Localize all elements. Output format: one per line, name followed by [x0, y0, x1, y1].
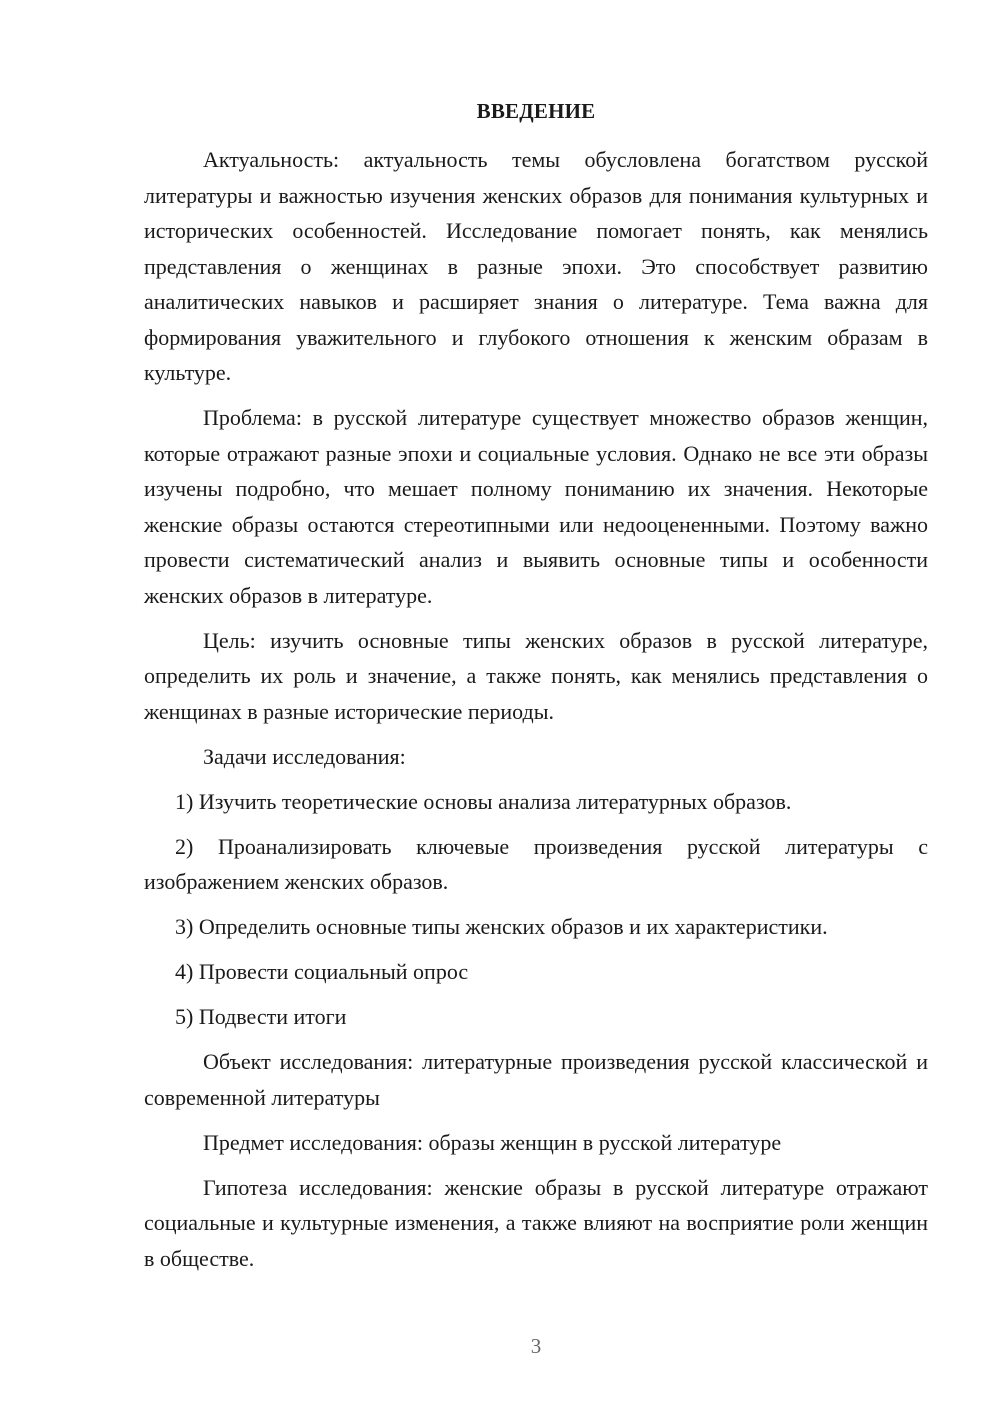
document-body: [144, 142, 928, 1286]
task-item: 1) Изучить теоретические основы анализа литературных образов.: [175, 788, 792, 814]
task-item: 5) Подвести итоги: [175, 1004, 347, 1029]
task-item: 2) Проанализировать ключевые произведения русской литературы с изображением женских образов.: [144, 833, 928, 894]
task-item: 3) Определить основные типы женских образов и их характеристики.: [175, 914, 828, 939]
paragraph-hypothesis: Гипотеза исследования: женские образы в русской литературе отражают социальные и культурные изменения, а также влияют на восприятие роли женщин в обществе.: [144, 1174, 928, 1271]
page-number: 3: [530, 1334, 542, 1358]
paragraph-object: Объект исследования: литературные произведения русской классической и современной литературы: [144, 1049, 928, 1110]
paragraph-subject: Предмет исследования: образы женщин в русской литературе: [203, 1129, 782, 1155]
task-item: 4) Провести социальный опрос: [175, 959, 469, 984]
paragraph-problem: Проблема: в русской литературе существует множество образов женщин, которые отражают разные эпохи и социальные условия. Однако не все эти образы изучены подробно, что мешает полному пониманию их значения. Некоторые женские образы остаются стереотипными или недооцененными. Поэтому важно провести систематический анализ и выявить основные типы и особенности женских образов в литературе.: [144, 405, 928, 608]
paragraph-relevance: Актуальность: актуальность темы обусловлена богатством русской литературы и важностью изучения женских образов для понимания культурных и исторических особенностей. Исследование помогает понять, как менялись представления о женщинах в разные эпохи. Это способствует развитию аналитических навыков и расширяет знания о литературе. Тема важна для формирования уважительного и глубокого отношения к женским образам в культуре.: [144, 147, 928, 385]
section-heading: ВВЕДЕНИЕ: [476, 99, 596, 123]
paragraph-tasks-heading: Задачи исследования:: [203, 743, 406, 769]
paragraph-goal: Цель: изучить основные типы женских образов в русской литературе, определить их роль и значение, а также понять, как менялись представления о женщинах в разные исторические периоды.: [144, 627, 928, 724]
